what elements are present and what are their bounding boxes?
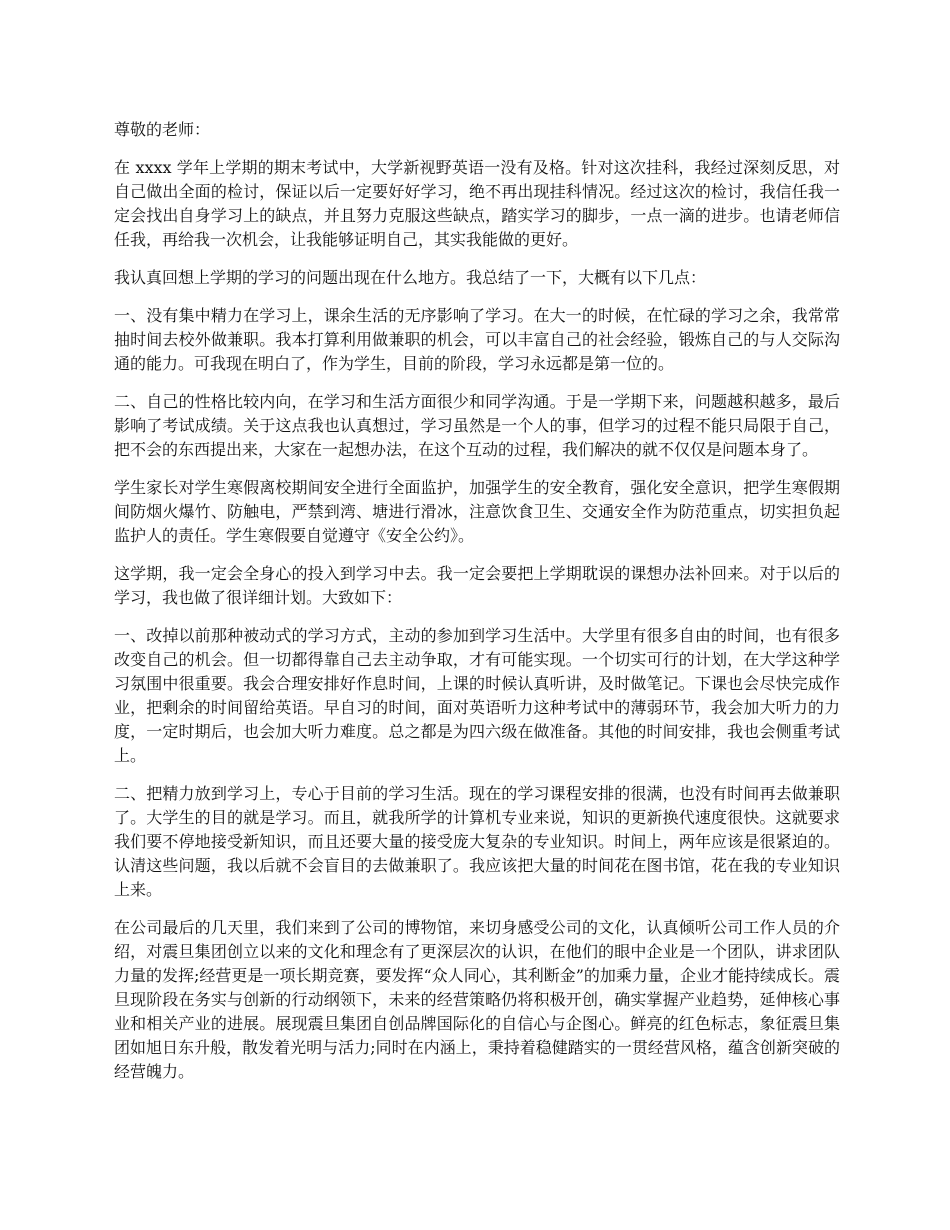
document-body — [114, 118, 840, 1098]
paragraph-4: 二、自己的性格比较内向，在学习和生活方面很少和同学沟通。于是一学期下来，问题越积越多，最后影响了考试成绩。关于这点我也认真想过，学习虽然是一个人的事，但学习的过程不能只局限于自己，把不会的东西提出来，大家在一起想办法，在这个互动的过程，我们解决的就不仅仅是问题本身了。 — [114, 392, 840, 459]
paragraph-5: 学生家长对学生寒假离校期间安全进行全面监护，加强学生的安全教育，强化安全意识，把学生寒假期间防烟火爆竹、防触电，严禁到湾、塘进行滑冰，注意饮食卫生、交通安全作为防范重点，切实担负起监护人的责任。学生寒假要自觉遵守《安全公约》。 — [114, 478, 840, 545]
paragraph-6: 这学期，我一定会全身心的投入到学习中去。我一定会要把上学期耽误的课想办法补回来。对于以后的学习，我也做了很详细计划。大致如下： — [114, 564, 840, 607]
salutation: 尊敬的老师： — [114, 120, 211, 139]
paragraph-2: 我认真回想上学期的学习的问题出现在什么地方。我总结了一下，大概有以下几点： — [114, 268, 707, 287]
paragraph-7: 一、改掉以前那种被动式的学习方式，主动的参加到学习生活中。大学里有很多自由的时间，也有很多改变自己的机会。但一切都得靠自己去主动争取，才有可能实现。一个切实可行的计划，在大学这种学习氛围中很重要。我会合理安排好作息时间，上课的时候认真听讲，及时做笔记。下课也会尽快完成作业，把剩余的时间留给英语。早自习的时间，面对英语听力这种考试中的薄弱环节，我会加大听力的力度，一定时期后，也会加大听力难度。总之都是为四六级在做准备。其他的时间安排，我也会侧重考试上。 — [114, 626, 840, 765]
paragraph-1: 在 xxxx 学年上学期的期末考试中，大学新视野英语一没有及格。针对这次挂科，我经过深刻反思，对自己做出全面的检讨，保证以后一定要好好学习，绝不再出现挂科情况。经过这次的检讨，我信任我一定会找出自身学习上的缺点，并且努力克服这些缺点，踏实学习的脚步，一点一滴的进步。也请老师信任我，再给我一次机会，让我能够证明自己，其实我能做的更好。 — [114, 158, 840, 249]
paragraph-8: 二、把精力放到学习上，专心于目前的学习生活。现在的学习课程安排的很满，也没有时间再去做兼职了。大学生的目的就是学习。而且，就我所学的计算机专业来说，知识的更新换代速度很快。这就要求我们要不停地接受新知识，而且还要大量的接受庞大复杂的专业知识。时间上，两年应该是很紧迫的。认清这些问题，我以后就不会盲目的去做兼职了。我应该把大量的时间花在图书馆，花在我的专业知识上来。 — [114, 784, 840, 899]
paragraph-9: 在公司最后的几天里，我们来到了公司的博物馆，来切身感受公司的文化，认真倾听公司工作人员的介绍，对震旦集团创立以来的文化和理念有了更深层次的认识，在他们的眼中企业是一个团队，讲求团队力量的发挥;经营更是一项长期竞赛，要发挥“众人同心，其利断金”的加乘力量，企业才能持续成长。震旦现阶段在务实与创新的行动纲领下，未来的经营策略仍将积极开创，确实掌握产业趋势，延伸核心事业和相关产业的进展。展现震旦集团自创品牌国际化的自信心与企图心。鲜亮的红色标志，象征震旦集团如旭日东升般，散发着光明与活力;同时在内涵上，秉持着稳健踏实的一贯经营风格，蕴含创新突破的经营魄力。 — [114, 918, 840, 1081]
paragraph-3: 一、没有集中精力在学习上，课余生活的无序影响了学习。在大一的时候，在忙碌的学习之余，我常常抽时间去校外做兼职。我本打算利用做兼职的机会，可以丰富自己的社会经验，锻炼自己的与人交际沟通的能力。可我现在明白了，作为学生，目前的阶段，学习永远都是第一位的。 — [114, 306, 840, 373]
